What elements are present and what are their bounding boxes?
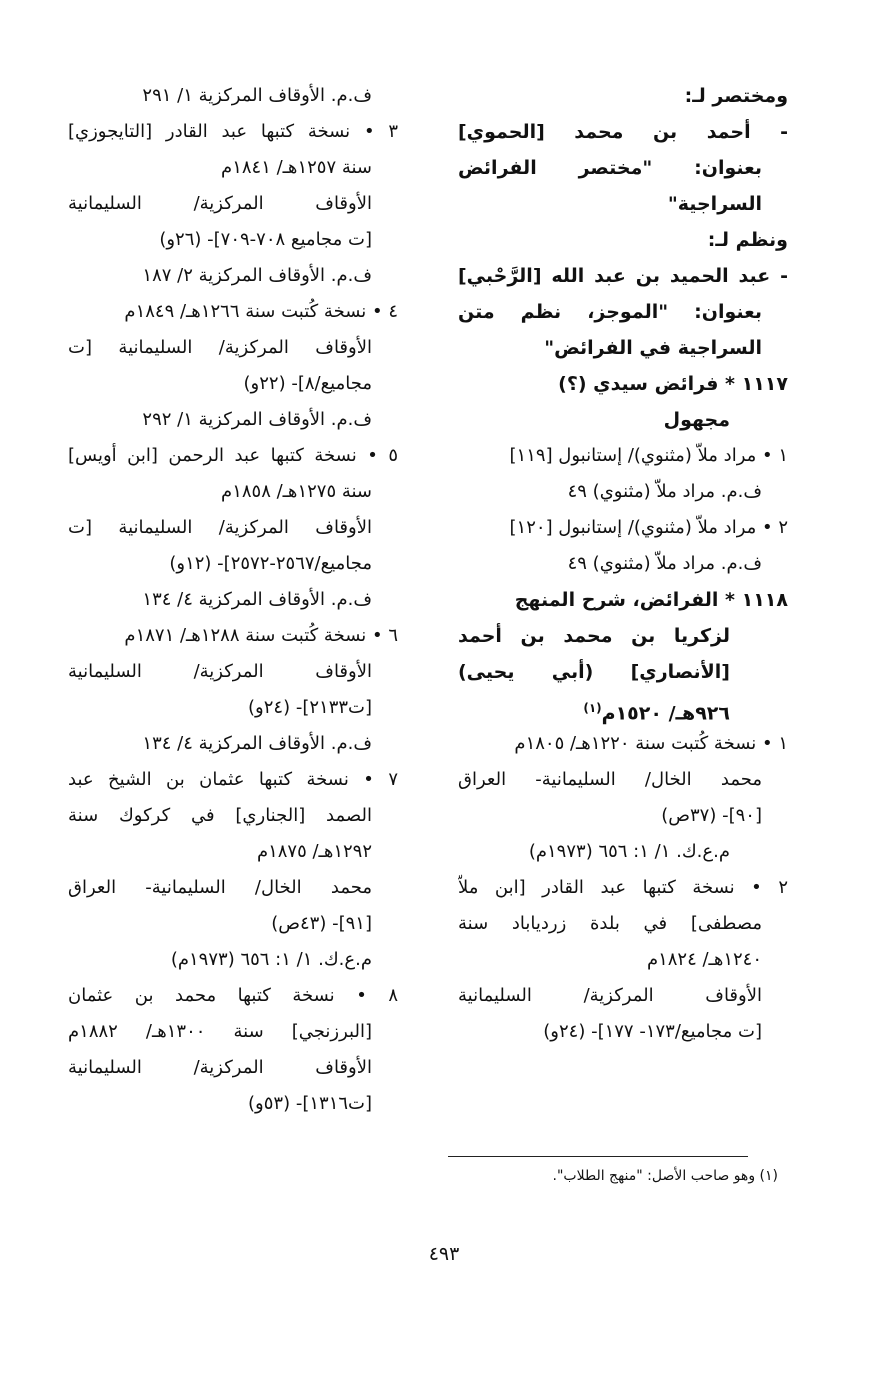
footnote-marker: (١) <box>583 701 602 715</box>
text-line: بعنوان: "الموجز، نظم متن <box>458 301 762 323</box>
text-line: [ت مجاميع ٧٠٨-٧٠٩]- (٢٦و) <box>159 229 372 250</box>
text-line: ٤ • نسخة كُتبت سنة ١٢٦٦هـ/ ١٨٤٩م <box>124 301 398 322</box>
text-line: ٢ • نسخة كتبها عبد القادر [ابن ملاّ <box>458 877 788 898</box>
text-line: الأوقاف المركزية/ السليمانية <box>68 1057 372 1078</box>
text-line: محمد الخال/ السليمانية- العراق <box>68 877 372 898</box>
entry-heading: ١١١٧ * فرائض سيدي (؟) <box>558 373 788 395</box>
text-line: ف.م. الأوقاف المركزية ٤/ ١٣٤ <box>142 589 372 610</box>
text-line: الأوقاف المركزية/ السليمانية [ت <box>68 517 372 538</box>
text-line: ١٢٤٠هـ/ ١٨٢٤م <box>646 949 762 970</box>
author-line <box>458 690 788 726</box>
text-line: ونظم لـ: <box>707 229 788 251</box>
text-line: ف.م. الأوقاف المركزية ٢/ ١٨٧ <box>142 265 372 286</box>
text-line: الأوقاف المركزية/ السليمانية <box>68 661 372 682</box>
text-line: - أحمد بن محمد [الحموي] <box>458 121 788 143</box>
text-line: مصطفى] في بلدة زردياباد سنة <box>458 913 762 934</box>
text-line: الأوقاف المركزية/ السليمانية <box>458 985 762 1006</box>
text-line: مجاميع/٢٥٦٧-٢٥٧٢]- (١٢و) <box>169 553 372 574</box>
text-line: ومختصر لـ: <box>684 85 788 107</box>
text-line: ف.م. مراد ملاّ (مثنوي) ٤٩ <box>567 553 762 574</box>
date-text: ٩٢٦هـ/ ١٥٢٠م <box>601 702 730 725</box>
text-line: ف.م. الأوقاف المركزية ١/ ٢٩١ <box>142 85 372 106</box>
entry-heading: ١١١٨ * الفرائض، شرح المنهج <box>514 589 788 611</box>
text-line: ١٢٩٢هـ/ ١٨٧٥م <box>256 841 372 862</box>
author-line: [الأنصاري] (أبي يحيى) <box>458 661 730 683</box>
text-line: ٦ • نسخة كُتبت سنة ١٢٨٨هـ/ ١٨٧١م <box>124 625 398 646</box>
footnote: (١) وهو صاحب الأصل: "منهج الطلاب". <box>552 1168 778 1184</box>
text-line: سنة ١٢٥٧هـ/ ١٨٤١م <box>221 157 372 178</box>
text-line: مجاميع/٨]- (٢٢و) <box>243 373 372 394</box>
text-line: [٩٠]- (٣٧ص) <box>661 805 762 826</box>
text-line: - عبد الحميد بن عبد الله [الرَّحْبي] <box>458 265 788 287</box>
footnote-separator <box>448 1156 748 1157</box>
left-column <box>68 78 398 1122</box>
text-line: [البرزنجي] سنة ١٣٠٠هـ/ ١٨٨٢م <box>68 1021 372 1042</box>
text-line: ٥ • نسخة كتبها عبد الرحمن [ابن أويس] <box>68 445 398 466</box>
right-column <box>458 78 788 1050</box>
text-line: [ت١٣١٦]- (٥٣و) <box>248 1093 372 1114</box>
text-line: ١ • مراد ملاّ (مثنوي)/ إستانبول [١١٩] <box>509 445 788 466</box>
text-line: [ت٢١٣٣]- (٢٤و) <box>248 697 372 718</box>
text-line: ٣ • نسخة كتبها عبد القادر [التايجوزي] <box>68 121 398 142</box>
text-line: ف.م. الأوقاف المركزية ٤/ ١٣٤ <box>142 733 372 754</box>
text-line: م.ع.ك. ١/ ١: ٦٥٦ (١٩٧٣م) <box>170 949 372 970</box>
text-line: ف.م. مراد ملاّ (مثنوي) ٤٩ <box>567 481 762 502</box>
text-line: الأوقاف المركزية/ السليمانية <box>68 193 372 214</box>
text-line: [ت مجاميع/١٧٣- ١٧٧]- (٢٤و) <box>543 1021 762 1042</box>
page-number: ٤٩٣ <box>428 1243 460 1265</box>
text-line: ٧ • نسخة كتبها عثمان بن الشيخ عبد <box>68 769 398 790</box>
text-line: السراجية" <box>667 193 762 215</box>
author-line: لزكريا بن محمد بن أحمد <box>458 625 730 647</box>
text-line: [٩١]- (٤٣ص) <box>271 913 372 934</box>
text-line: ٨ • نسخة كتبها محمد بن عثمان <box>68 985 398 1006</box>
author-line: مجهول <box>663 409 730 431</box>
text-line: السراجية في الفرائض" <box>544 337 762 359</box>
text-line: محمد الخال/ السليمانية- العراق <box>458 769 762 790</box>
text-line: الصمد [الجناري] في كركوك سنة <box>68 805 372 826</box>
text-line: بعنوان: "مختصر الفرائض <box>458 157 762 179</box>
text-line: الأوقاف المركزية/ السليمانية [ت <box>68 337 372 358</box>
text-line: ف.م. الأوقاف المركزية ١/ ٢٩٢ <box>142 409 372 430</box>
text-line: ٢ • مراد ملاّ (مثنوي)/ إستانبول [١٢٠] <box>509 517 788 538</box>
text-line: ١ • نسخة كُتبت سنة ١٢٢٠هـ/ ١٨٠٥م <box>514 733 788 754</box>
text-line: م.ع.ك. ١/ ١: ٦٥٦ (١٩٧٣م) <box>528 841 730 862</box>
text-line: سنة ١٢٧٥هـ/ ١٨٥٨م <box>221 481 372 502</box>
